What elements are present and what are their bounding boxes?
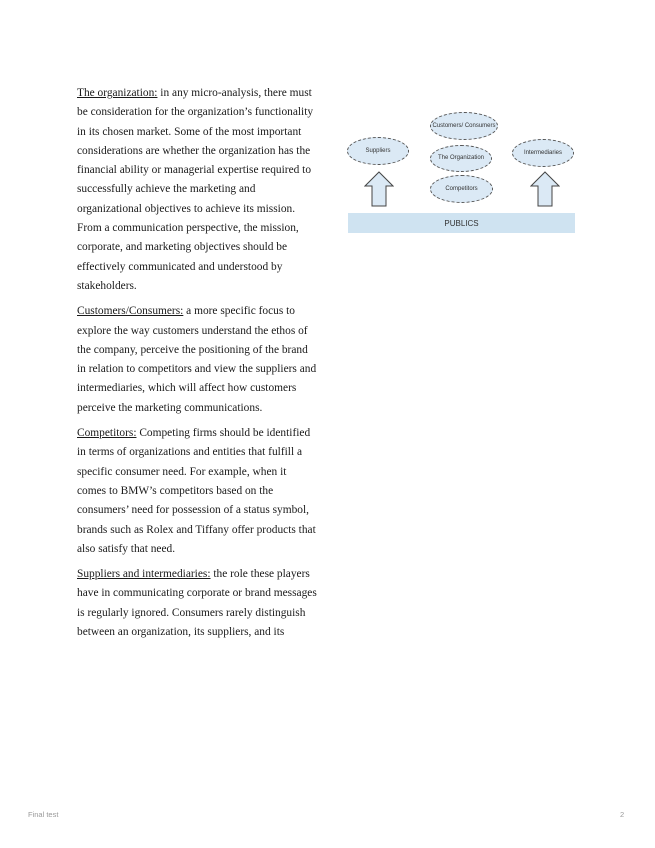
paragraph-heading: Suppliers and intermediaries: — [77, 568, 211, 581]
node-customers: Customers/ Consumers — [430, 112, 498, 140]
node-competitors: Competitors — [430, 175, 493, 203]
body-text-column — [77, 84, 317, 648]
paragraph-body: a more specific focus to explore the way customers understand the ethos of the company, perceive the positioning of the brand in relation to competitors and view the suppliers and intermediaries, which will affect how customers perceive the marketing communications. — [77, 305, 317, 414]
up-arrow-right-icon — [530, 171, 560, 207]
footer-label: Final test — [28, 810, 59, 819]
paragraph-heading: The organization: — [77, 87, 158, 99]
paragraph-heading: Competitors: — [77, 427, 137, 440]
up-arrow-left-icon — [364, 171, 394, 207]
paragraph-organization — [77, 84, 317, 296]
paragraph-heading: Customers/Consumers: — [77, 305, 184, 318]
paragraph-body: in any micro-analysis, there must be consideration for the organization’s functionality in its chosen market. Some of the most important considerations are whether the organization has the financial ability or managerial expertise required to successfully achieve the marketing and organizational objectives to achieve its mission. From a communication perspective, the mission, corporate, and marketing objectives should be effectively communicated and understood by stakeholders. — [77, 87, 314, 292]
publics-bar: PUBLICS — [348, 213, 575, 233]
paragraph-body: Competing firms should be identified in terms of organizations and entities that fulfill a specific consumer need. For example, when it comes to BMW’s competitors based on the consumers’ need for possession of a status symbol, brands such as Rolex and Tiffany offer products that also satisfy that need. — [77, 427, 316, 555]
paragraph-suppliers — [77, 565, 317, 642]
page-number: 2 — [620, 810, 625, 819]
node-organization: The Organization — [430, 145, 492, 172]
node-intermediaries: Intermediaries — [512, 139, 574, 167]
paragraph-body: the role these players have in communicating corporate or brand messages is regularly ignored. Consumers rarely distinguish between an organization, its suppliers, and its — [77, 568, 317, 639]
node-suppliers: Suppliers — [347, 137, 409, 165]
paragraph-competitors — [77, 424, 317, 559]
stakeholder-diagram — [346, 112, 576, 236]
paragraph-customers — [77, 302, 317, 418]
